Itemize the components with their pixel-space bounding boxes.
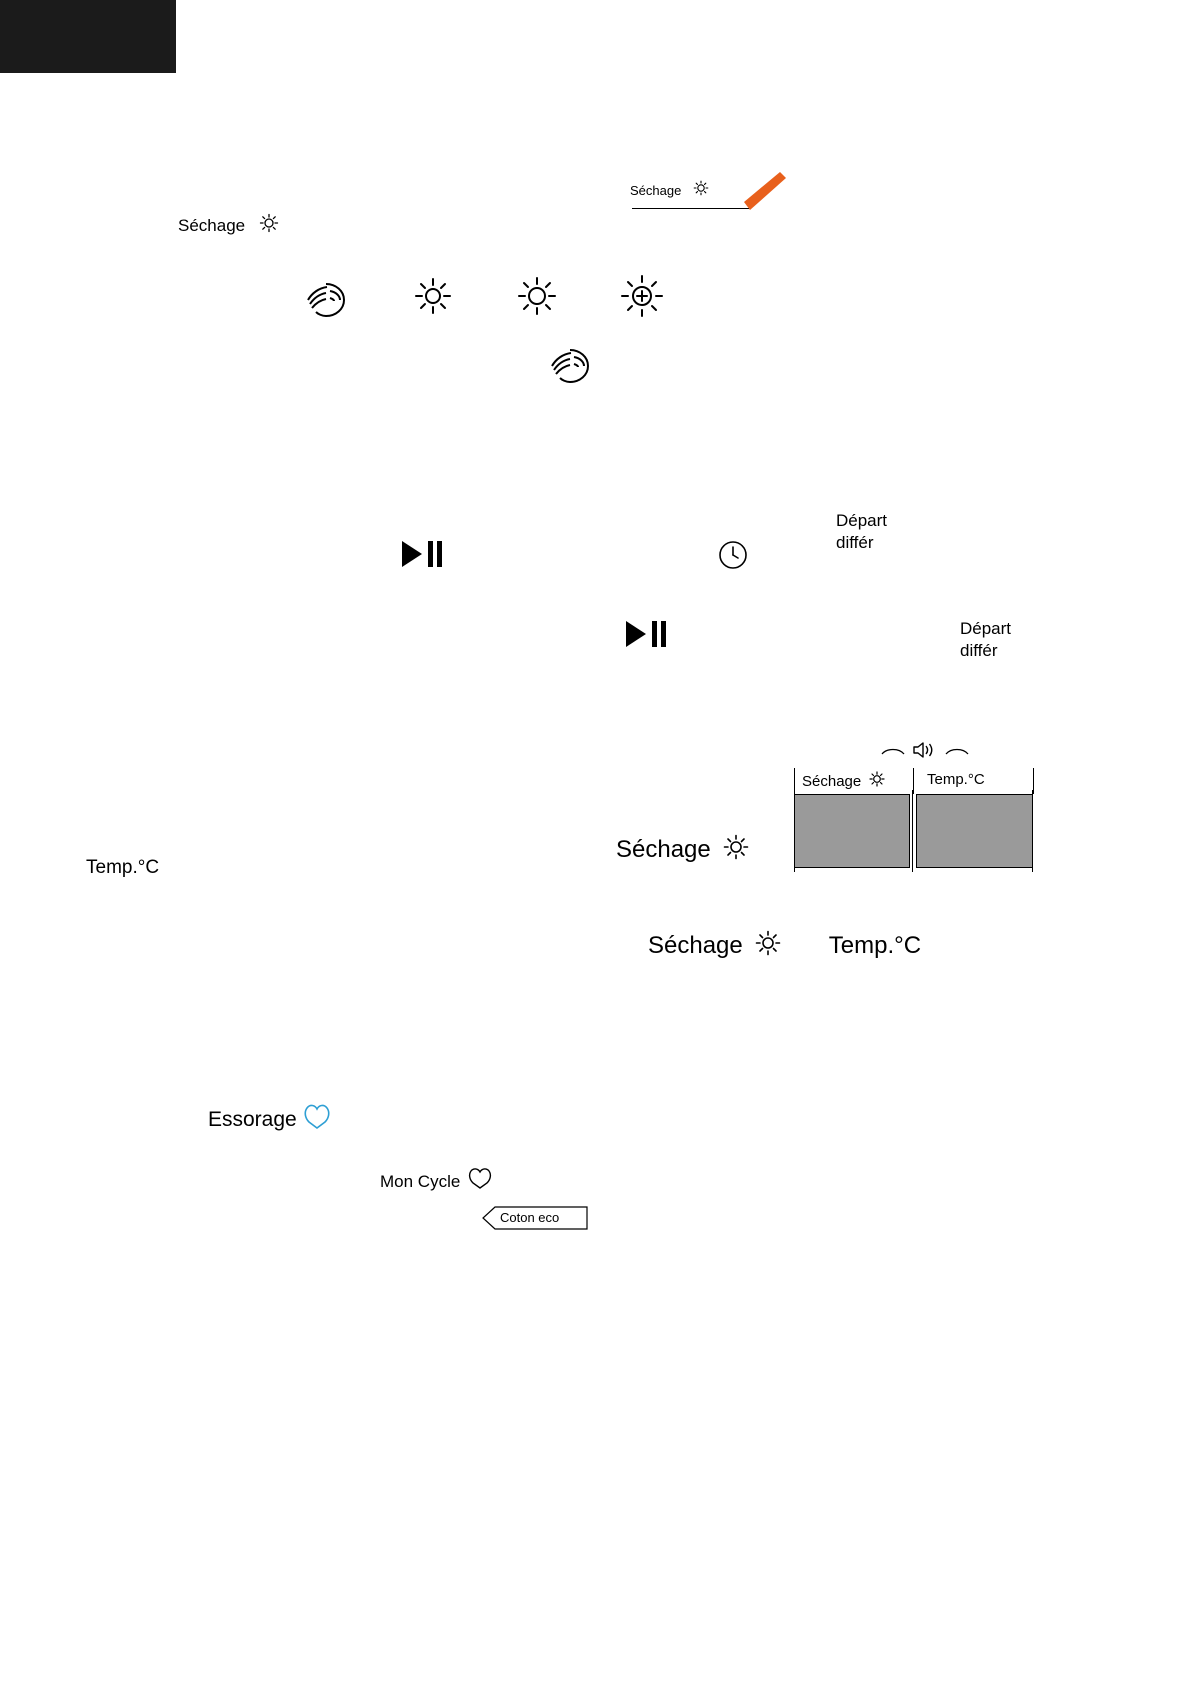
play-pause-icon bbox=[400, 538, 446, 575]
control-panel-diagram bbox=[794, 740, 1034, 870]
bottom-temp-text: Temp.°C bbox=[828, 931, 922, 959]
bottom-pair bbox=[648, 928, 921, 963]
speaker-icon bbox=[911, 739, 939, 766]
depart-differ-label-2 bbox=[960, 618, 1011, 662]
sechage-panel-text: Séchage bbox=[616, 835, 711, 863]
panel-header-right bbox=[927, 771, 985, 788]
panel-header-right-text: Temp.°C bbox=[927, 771, 985, 788]
sechage-callout bbox=[630, 180, 780, 216]
depart-differ-line1: Départ bbox=[836, 511, 888, 530]
sun-small-icon-5 bbox=[751, 928, 785, 963]
speaker-group bbox=[870, 740, 980, 764]
icon-row bbox=[300, 270, 668, 327]
mon-cycle-text: Mon Cycle bbox=[380, 1172, 461, 1191]
callout-label: Séchage bbox=[630, 183, 682, 198]
sun-small-icon bbox=[256, 212, 282, 239]
sechage-bar bbox=[794, 794, 910, 868]
temp-left-text: Temp.°C bbox=[86, 857, 160, 878]
panel-tick-mid bbox=[912, 790, 913, 872]
panel-tick-left bbox=[794, 790, 795, 872]
heart-icon-2 bbox=[466, 1166, 494, 1197]
essorage-label bbox=[208, 1102, 333, 1137]
hand-touch-icon bbox=[300, 270, 354, 327]
depart-differ-2-line1: Départ bbox=[960, 619, 1012, 638]
sun-plus-icon bbox=[616, 270, 668, 327]
clock-icon bbox=[716, 538, 750, 577]
bottom-sechage-text: Séchage bbox=[648, 931, 743, 959]
orange-arrow-icon bbox=[740, 172, 786, 212]
temp-label-left bbox=[86, 858, 159, 878]
heart-icon bbox=[301, 1102, 333, 1137]
temp-bar bbox=[916, 794, 1033, 868]
hand-touch-icon-2 bbox=[544, 336, 598, 393]
sun-small-icon-2 bbox=[408, 271, 458, 326]
sun-small-icon-3 bbox=[866, 770, 888, 792]
depart-differ-label-1 bbox=[836, 510, 887, 554]
dash-left-icon bbox=[881, 743, 905, 761]
coton-eco-text: Coton eco bbox=[500, 1210, 560, 1225]
sechage-label-panel bbox=[616, 832, 753, 867]
essorage-text: Essorage bbox=[208, 1108, 297, 1131]
sun-small-icon-4 bbox=[719, 832, 753, 867]
panel-divider-mid bbox=[913, 768, 914, 794]
panel-divider-right bbox=[1033, 768, 1034, 794]
coton-eco-tag bbox=[482, 1206, 588, 1230]
depart-differ-2-line2: différ bbox=[960, 641, 998, 660]
callout-underline bbox=[632, 208, 750, 209]
sun-plain-icon bbox=[512, 271, 562, 326]
panel-header-left bbox=[802, 770, 888, 792]
panel-header-row bbox=[794, 770, 1034, 792]
panel-header-left-text: Séchage bbox=[802, 772, 862, 790]
dash-right-icon bbox=[945, 743, 969, 761]
corner-block bbox=[0, 0, 176, 73]
sun-drying-icon bbox=[689, 180, 713, 201]
mon-cycle-label bbox=[380, 1166, 494, 1197]
depart-differ-line2: différ bbox=[836, 533, 874, 552]
sechage-text: Séchage bbox=[178, 216, 246, 235]
sechage-label-left bbox=[178, 212, 282, 239]
panel-tick-right bbox=[1032, 790, 1033, 872]
play-pause-icon-2 bbox=[624, 618, 670, 655]
